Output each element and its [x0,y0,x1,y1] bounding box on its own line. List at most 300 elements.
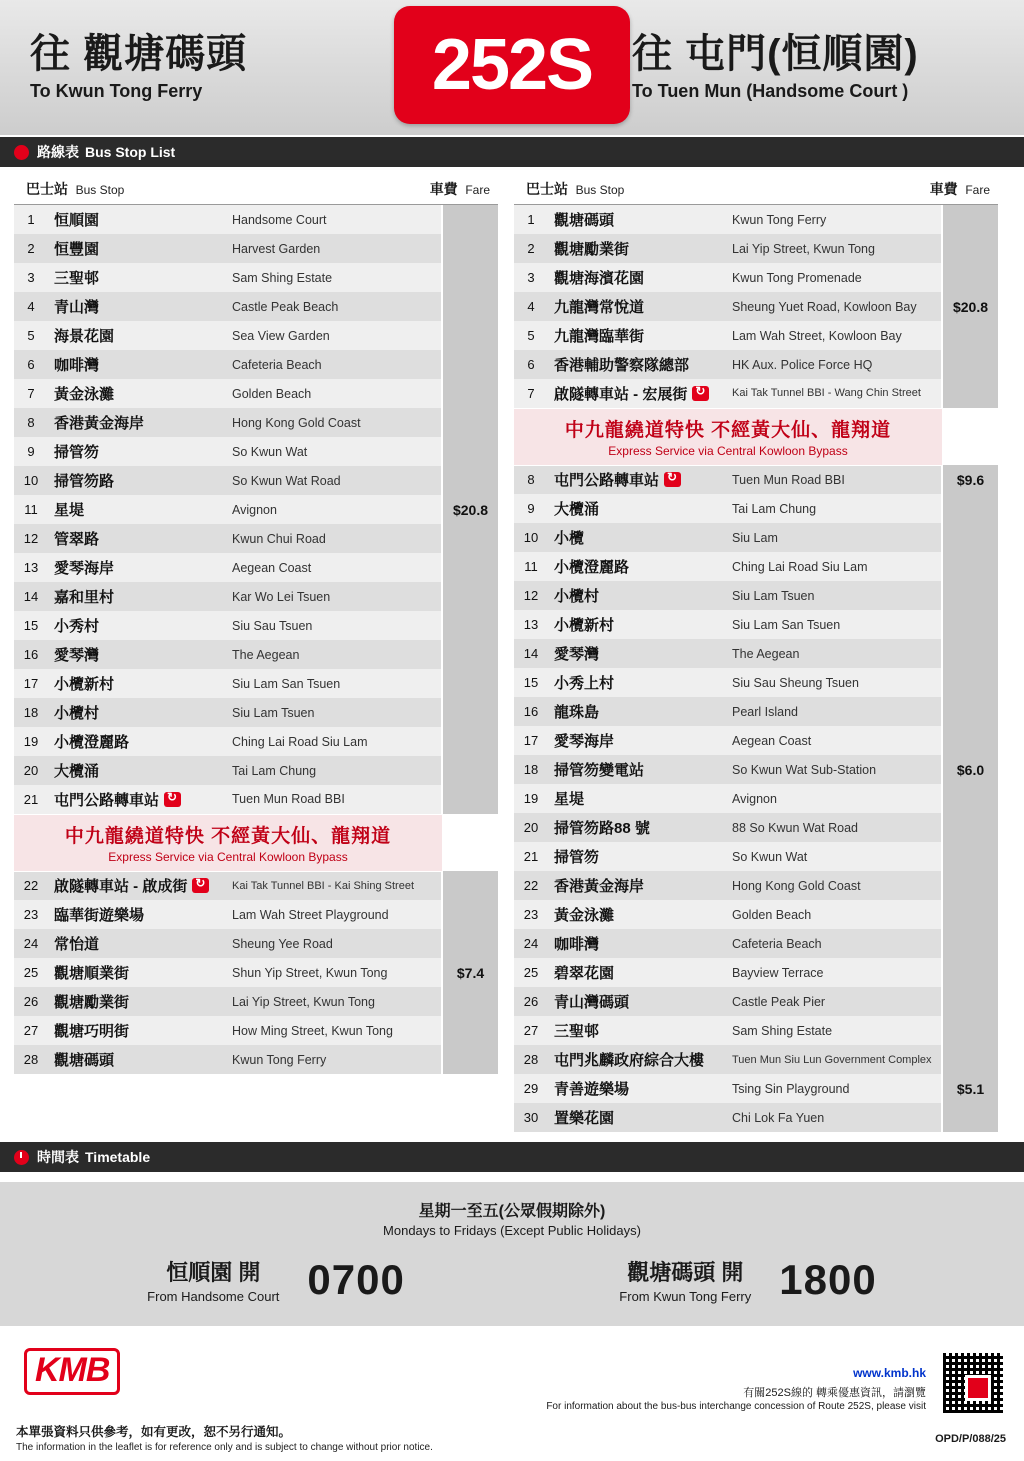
fare-value: $5.1 [942,1045,998,1132]
destination-right-zh: 往 屯門(恒順園) [632,32,919,76]
timetable [0,1182,1024,1326]
stop-number: 12 [514,581,548,610]
stop-name-en: Kai Tak Tunnel BBI - Wang Chin Street [728,379,942,408]
table-row [14,756,498,785]
col-fare-en: Fare [465,183,490,197]
stop-number: 11 [514,552,548,581]
stop-number: 13 [514,610,548,639]
stop-name-zh: 置樂花園 [548,1103,728,1132]
stop-name-en: Kwun Tong Promenade [728,263,942,292]
table-row [14,1016,498,1045]
stop-name-en: HK Aux. Police Force HQ [728,350,942,379]
stop-name-en: Hong Kong Gold Coast [728,871,942,900]
stop-number: 19 [514,784,548,813]
table-row [514,552,998,581]
stop-number: 20 [514,813,548,842]
stop-name-en: Ching Lai Road Siu Lam [228,727,442,756]
table-row [514,784,998,813]
stop-name-en: Tuen Mun Siu Lun Government Complex [728,1045,942,1074]
stop-name-zh: 星堤 [48,495,228,524]
stop-name-en: The Aegean [728,639,942,668]
table-row [514,1045,998,1074]
stop-number: 6 [14,350,48,379]
table-row [514,205,998,234]
stop-number: 28 [514,1045,548,1074]
interchange-info-zh: 有關252S線的 轉乘優惠資訊，請瀏覽 [743,1387,926,1399]
stop-name-zh: 掃管笏變電站 [548,755,728,784]
stop-name-zh: 咖啡灣 [548,929,728,958]
stop-name-en: So Kwun Wat Sub-Station [728,755,942,784]
stop-number: 26 [14,987,48,1016]
stop-name-zh: 恒順園 [48,205,228,234]
stop-name-en: Lai Yip Street, Kwun Tong [728,234,942,263]
stop-name-zh: 屯門兆麟政府綜合大樓 [548,1045,728,1074]
stop-number: 3 [514,263,548,292]
table-row [14,292,498,321]
stop-number: 18 [14,698,48,727]
stop-name-en: Golden Beach [728,900,942,929]
stop-lists [0,167,1024,1132]
stop-name-zh: 觀塘海濱花園 [548,263,728,292]
timetable-entry [40,1256,512,1304]
stop-name-zh: 小欖新村 [48,669,228,698]
stop-name-zh: 香港輔助警察隊總部 [548,350,728,379]
stop-name-zh: 三聖邨 [48,263,228,292]
col-stop-en: Bus Stop [575,183,625,197]
stop-number: 2 [514,234,548,263]
section-bar-stoplist [0,137,1024,167]
table-row [514,234,998,263]
stop-name-en: Kwun Chui Road [228,524,442,553]
destination-right-en: To Tuen Mun (Handsome Court ) [632,81,909,101]
stop-name-en: Lai Yip Street, Kwun Tong [228,987,442,1016]
express-notice-en: Express Service via Central Kowloon Bypass [108,849,348,864]
stop-number: 4 [514,292,548,321]
destination-left [0,33,392,102]
table-row [14,379,498,408]
column-header-right [514,173,998,205]
stop-number: 21 [514,842,548,871]
stop-name-en: Lam Wah Street, Kowloon Bay [728,321,942,350]
table-row [514,697,998,726]
stop-name-en: Shun Yip Street, Kwun Tong [228,958,442,987]
stop-name-zh: 管翠路 [48,524,228,553]
stop-name-en: Siu Lam San Tsuen [228,669,442,698]
destination-left-zh: 往 觀塘碼頭 [30,32,248,76]
stop-name-zh: 黃金泳灘 [548,900,728,929]
stop-name-zh: 屯門公路轉車站↻ [48,785,228,814]
stop-name-zh: 大欖涌 [48,756,228,785]
stop-name-en: Sheung Yuet Road, Kowloon Bay [728,292,942,321]
stop-name-zh: 香港黃金海岸 [548,871,728,900]
stop-name-zh: 啟隧轉車站 - 宏展街↻ [548,379,728,408]
stop-name-en: Handsome Court [228,205,442,234]
express-notice-zh: 中九龍繞道特快 不經黃大仙、龍翔道 [564,419,892,441]
stop-number: 16 [14,640,48,669]
table-row [514,813,998,842]
stop-name-zh: 觀塘順業街 [48,958,228,987]
stop-name-en: Kwun Tong Ferry [728,205,942,234]
table-row [514,581,998,610]
timetable-days [0,1198,1024,1238]
stop-name-en: Sheung Yee Road [228,929,442,958]
departure-time: 0700 [307,1256,405,1303]
route-header [0,0,1024,137]
stop-name-en: Kai Tak Tunnel BBI - Kai Shing Street [228,871,442,900]
timetable-entries [0,1256,1024,1304]
table-row [14,929,498,958]
stop-name-zh: 小欖澄麗路 [48,727,228,756]
stop-name-zh: 愛琴海岸 [48,553,228,582]
stop-number: 27 [514,1016,548,1045]
timetable-origin-en: From Handsome Court [147,1289,280,1304]
route-number-badge [394,6,630,124]
table-row [14,437,498,466]
stop-number: 14 [514,639,548,668]
stop-name-zh: 香港黃金海岸 [48,408,228,437]
table-row [14,582,498,611]
stop-number: 7 [514,379,548,408]
stop-name-zh: 大欖涌 [548,494,728,523]
stop-name-en: Siu Lam Tsuen [228,698,442,727]
stop-number: 2 [14,234,48,263]
stop-number: 25 [14,958,48,987]
table-row [514,350,998,379]
interchange-icon [192,878,209,893]
kmb-logo: KMB [24,1348,120,1395]
table-row [14,350,498,379]
stop-name-zh: 小欖澄麗路 [548,552,728,581]
col-fare-zh: 車費 [429,181,458,197]
stop-name-en: Kwun Tong Ferry [228,1045,442,1074]
stop-name-en: Siu Sau Tsuen [228,611,442,640]
stop-number: 20 [14,756,48,785]
destination-left-en: To Kwun Tong Ferry [30,81,203,101]
stop-name-zh: 海景花園 [48,321,228,350]
disclaimer [16,1422,433,1453]
stop-name-zh: 青善遊樂場 [548,1074,728,1103]
table-row [14,234,498,263]
stop-number: 8 [14,408,48,437]
table-row [14,553,498,582]
stop-name-zh: 觀塘碼頭 [548,205,728,234]
stop-number: 26 [514,987,548,1016]
stop-number: 23 [514,900,548,929]
stop-name-zh: 屯門公路轉車站↻ [548,465,728,494]
departure-time: 1800 [779,1256,877,1303]
stop-number: 6 [514,350,548,379]
kmb-website-link[interactable]: www.kmb.hk [853,1366,926,1380]
stop-number: 9 [14,437,48,466]
stop-number: 1 [514,205,548,234]
express-notice [14,814,498,871]
timetable-entry [512,1256,984,1304]
stop-name-en: Sea View Garden [228,321,442,350]
stop-name-en: Tsing Sin Playground [728,1074,942,1103]
stop-number: 15 [14,611,48,640]
stop-name-zh: 星堤 [548,784,728,813]
stop-name-en: Cafeteria Beach [228,350,442,379]
stop-number: 15 [514,668,548,697]
fare-value: $20.8 [942,205,998,408]
table-row [514,842,998,871]
table-row [14,495,498,524]
interchange-icon [164,792,181,807]
stop-name-en: Golden Beach [228,379,442,408]
stop-number: 9 [514,494,548,523]
table-row [14,466,498,495]
stop-name-en: How Ming Street, Kwun Tong [228,1016,442,1045]
stop-name-en: Bayview Terrace [728,958,942,987]
stop-name-en: So Kwun Wat [228,437,442,466]
stop-list-column-right [514,173,998,1132]
fare-value: $9.6 [942,465,998,494]
stop-name-en: Siu Sau Sheung Tsuen [728,668,942,697]
table-row [14,263,498,292]
table-row [514,379,998,408]
disclaimer-en: The information in the leaflet is for reference only and is subject to change without prior notice. [16,1442,433,1453]
table-row [514,987,998,1016]
stop-name-zh: 小欖新村 [548,610,728,639]
stop-name-zh: 掃管笏路 [48,466,228,495]
stop-name-en: Castle Peak Beach [228,292,442,321]
express-notice-zh: 中九龍繞道特快 不經黃大仙、龍翔道 [64,825,392,847]
stop-name-en: Siu Lam Tsuen [728,581,942,610]
stop-list-column-left [14,173,498,1132]
stop-name-zh: 掃管笏 [48,437,228,466]
section-timetable-en: Timetable [85,1149,151,1165]
stop-name-zh: 愛琴海岸 [548,726,728,755]
timetable-origin-en: From Kwun Tong Ferry [619,1289,752,1304]
column-header-left [14,173,498,205]
table-row [514,292,998,321]
table-row [514,1103,998,1132]
footer-info [546,1366,926,1412]
stop-name-zh: 掃管笏路88 號 [548,813,728,842]
col-fare-zh: 車費 [929,181,958,197]
table-row [14,205,498,234]
table-row [514,263,998,292]
stop-name-zh: 碧翠花園 [548,958,728,987]
table-row [514,465,998,494]
stop-number: 17 [514,726,548,755]
stop-name-zh: 啟隧轉車站 - 啟成街↻ [48,871,228,900]
stop-name-en: Aegean Coast [728,726,942,755]
stop-name-en: Ching Lai Road Siu Lam [728,552,942,581]
table-row [514,726,998,755]
stop-number: 1 [14,205,48,234]
stop-name-zh: 觀塘碼頭 [48,1045,228,1074]
table-row [14,321,498,350]
stop-name-zh: 小秀村 [48,611,228,640]
stop-name-zh: 愛琴灣 [48,640,228,669]
stop-name-en: Sam Shing Estate [228,263,442,292]
stop-number: 29 [514,1074,548,1103]
stop-name-zh: 青山灣 [48,292,228,321]
stop-name-zh: 青山灣碼頭 [548,987,728,1016]
stop-name-en: Tai Lam Chung [228,756,442,785]
stop-number: 28 [14,1045,48,1074]
stop-name-zh: 小欖村 [48,698,228,727]
table-row [14,611,498,640]
stop-number: 25 [514,958,548,987]
stop-number: 8 [514,465,548,494]
stop-number: 16 [514,697,548,726]
table-row [14,900,498,929]
stop-name-zh: 龍珠島 [548,697,728,726]
stop-name-zh: 小秀上村 [548,668,728,697]
fare-value: $20.8 [442,205,498,814]
table-row [514,755,998,784]
table-row [14,669,498,698]
timetable-origin [619,1256,751,1304]
timetable-origin-zh: 恒順園 開 [166,1260,261,1285]
table-row [514,958,998,987]
stop-number: 19 [14,727,48,756]
stop-number: 5 [514,321,548,350]
stop-name-zh: 恒豐園 [48,234,228,263]
stop-table-right [514,205,998,1132]
stop-number: 7 [14,379,48,408]
table-row [514,610,998,639]
stop-number: 24 [514,929,548,958]
destination-right [632,33,1024,102]
stop-name-en: Avignon [228,495,442,524]
stop-name-en: Harvest Garden [228,234,442,263]
stop-number: 21 [14,785,48,814]
stop-name-zh: 三聖邨 [548,1016,728,1045]
stop-name-en: Pearl Island [728,697,942,726]
stop-name-en: Siu Lam San Tsuen [728,610,942,639]
table-row [14,958,498,987]
section-stoplist-zh: 路線表 [37,144,79,160]
disclaimer-zh: 本單張資料只供參考，如有更改，恕不另行通知。 [16,1425,292,1439]
col-fare-en: Fare [965,183,990,197]
interchange-icon [664,472,681,487]
table-row [14,871,498,900]
stop-number: 17 [14,669,48,698]
document-id: OPD/P/088/25 [935,1433,1006,1445]
stop-number: 14 [14,582,48,611]
section-timetable-zh: 時間表 [37,1149,79,1165]
stop-number: 3 [14,263,48,292]
stop-name-en: The Aegean [228,640,442,669]
interchange-icon [692,386,709,401]
stop-name-zh: 觀塘巧明街 [48,1016,228,1045]
stop-number: 27 [14,1016,48,1045]
stop-number: 11 [14,495,48,524]
table-row [14,727,498,756]
stop-name-en: Chi Lok Fa Yuen [728,1103,942,1132]
col-stop-zh: 巴士站 [526,181,568,197]
stop-number: 18 [514,755,548,784]
timetable-origin-zh: 觀塘碼頭 開 [627,1260,744,1285]
fare-value: $7.4 [442,871,498,1074]
table-row [514,668,998,697]
table-row [14,698,498,727]
section-stoplist-en: Bus Stop List [85,144,176,160]
timetable-days-en: Mondays to Fridays (Except Public Holidays) [383,1223,641,1238]
interchange-info-en: For information about the bus-bus interchange concession of Route 252S, please visit [546,1401,926,1412]
footer [0,1326,1024,1461]
qr-code [940,1350,1006,1416]
stop-name-zh: 嘉和里村 [48,582,228,611]
table-row [514,321,998,350]
stop-name-zh: 九龍灣常悅道 [548,292,728,321]
clock-icon [14,1150,29,1165]
stop-name-en: Tuen Mun Road BBI [228,785,442,814]
stop-name-en: Tuen Mun Road BBI [728,465,942,494]
table-row [514,639,998,668]
table-row [514,523,998,552]
stop-name-en: So Kwun Wat [728,842,942,871]
stop-name-en: Cafeteria Beach [728,929,942,958]
table-row [514,871,998,900]
stop-name-en: Castle Peak Pier [728,987,942,1016]
route-number: 252S [431,25,593,105]
stop-number: 12 [14,524,48,553]
table-row [14,987,498,1016]
stop-name-zh: 常怡道 [48,929,228,958]
stop-number: 13 [14,553,48,582]
express-notice [514,408,998,465]
stop-number: 30 [514,1103,548,1132]
express-notice-en: Express Service via Central Kowloon Bypass [608,443,848,458]
table-row [14,785,498,814]
stop-name-en: Sam Shing Estate [728,1016,942,1045]
stop-number: 22 [14,871,48,900]
stop-name-zh: 掃管笏 [548,842,728,871]
stop-name-en: Lam Wah Street Playground [228,900,442,929]
stop-number: 23 [14,900,48,929]
stop-name-zh: 觀塘勵業街 [548,234,728,263]
stop-name-en: Siu Lam [728,523,942,552]
stop-name-en: Tai Lam Chung [728,494,942,523]
table-row [514,929,998,958]
table-row [514,900,998,929]
stop-table-left [14,205,498,1074]
stop-name-en: So Kwun Wat Road [228,466,442,495]
col-stop-zh: 巴士站 [26,181,68,197]
section-bar-timetable [0,1142,1024,1172]
table-row [514,1074,998,1103]
stop-number: 22 [514,871,548,900]
stop-number: 10 [514,523,548,552]
table-row [14,408,498,437]
stop-name-zh: 小欖村 [548,581,728,610]
stop-number: 4 [14,292,48,321]
bullet-icon [14,145,29,160]
stop-number: 5 [14,321,48,350]
table-row [14,1045,498,1074]
stop-name-zh: 臨華街遊樂場 [48,900,228,929]
stop-name-en: Kar Wo Lei Tsuen [228,582,442,611]
stop-name-zh: 小欖 [548,523,728,552]
table-row [14,640,498,669]
stop-number: 10 [14,466,48,495]
stop-number: 24 [14,929,48,958]
stop-name-en: Avignon [728,784,942,813]
table-row [514,494,998,523]
stop-name-zh: 觀塘勵業街 [48,987,228,1016]
timetable-days-zh: 星期一至五(公眾假期除外) [418,1203,606,1220]
stop-name-en: Hong Kong Gold Coast [228,408,442,437]
stop-name-zh: 咖啡灣 [48,350,228,379]
table-row [14,524,498,553]
stop-name-en: Aegean Coast [228,553,442,582]
stop-name-zh: 九龍灣臨華街 [548,321,728,350]
stop-name-zh: 黃金泳灘 [48,379,228,408]
